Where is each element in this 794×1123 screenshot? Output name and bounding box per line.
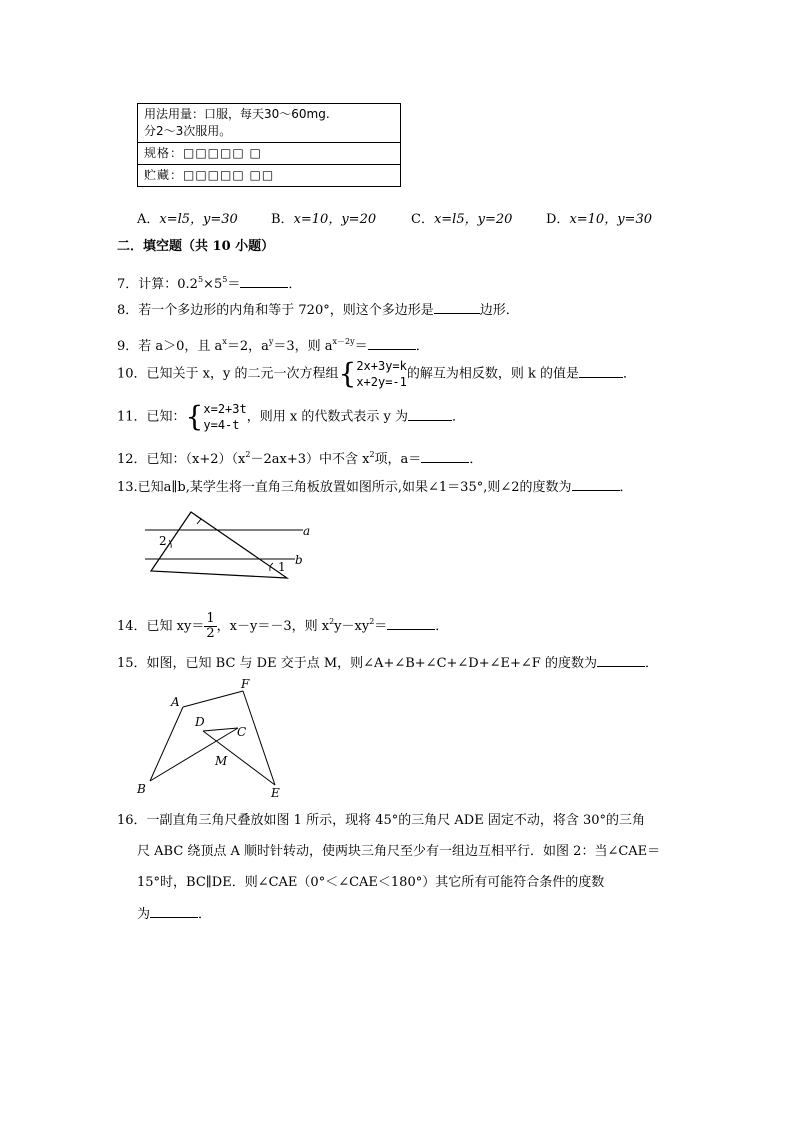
segment-ab [150, 707, 183, 781]
label-angle-2: 2 [159, 534, 167, 548]
question-16-line-2: 尺 ABC 绕顶点 A 顺时针转动，使两块三角尺至少有一组边互相平行．如图 2：当∠CAE＝ [137, 844, 661, 859]
label-angle-1: 1 [278, 560, 286, 574]
figure-13-triangle [135, 505, 325, 580]
usage-text: 用法用量：口服，每天30～60mg. [144, 107, 330, 121]
question-8: 8．若一个多边形的内角和等于 720°，则这个多边形是 边形． [117, 303, 519, 318]
answer-blank [150, 905, 198, 918]
question-14: 14．已知 xy＝ $\frac{1}{2}$ ，x－y＝－3，则 $x^2y-xy^2=$ ． [117, 611, 449, 641]
label-A: A [171, 695, 180, 709]
option-d: D．x=10，y=30 [546, 212, 652, 227]
segment-fe [243, 691, 275, 785]
spec-cell: 规格：□□□□□ □ [138, 143, 401, 165]
segment-af [183, 691, 243, 707]
label-F: F [241, 677, 250, 691]
answer-blank [434, 301, 480, 314]
answer-blank [597, 654, 645, 667]
usage-cell [138, 104, 401, 143]
label-M: M [215, 754, 228, 768]
question-10: 10．已知关于 x，y 的二元一次方程组{ 2x+3y=k x+2y=-1 的解互为相反数，则 k 的值是 ． [117, 357, 637, 390]
answer-blank [240, 275, 288, 288]
answer-blank [408, 408, 452, 421]
usage-text-2: 分2～3次服用。 [144, 124, 232, 138]
option-a: A．x=l5，y=30 [137, 212, 238, 227]
question-16-line-4: 为 ． [137, 907, 212, 922]
storage-cell: 贮藏：□□□□□ □□ [138, 165, 401, 187]
label-a: a [303, 524, 311, 538]
label-C: C [237, 725, 247, 739]
answer-blank [368, 337, 416, 350]
option-b: B．x=10，y=20 [271, 212, 377, 227]
segment-de [203, 731, 275, 785]
label-b: b [295, 553, 303, 567]
label-D: D [195, 715, 205, 729]
answer-blank [421, 450, 469, 463]
question-16-line-3: 15°时，BC∥DE．则∠CAE（0°＜∠CAE＜180°）其它所有可能符合条件的度数 [137, 875, 605, 890]
section-title: 二．填空题（共 10 小题） [117, 239, 275, 254]
question-13: 13.已知a∥b,某学生将一直角三角板放置如图所示,如果∠1＝35°,则∠2的度数为 ． [117, 480, 633, 495]
label-B: B [137, 782, 146, 796]
question-9: 9．若 a＞0，且 $a^x=2$，$a^y=3$，则 $a^{x-2y}=$ ． [117, 337, 429, 354]
question-16-line-1: 16．一副直角三角尺叠放如图 1 所示，现将 45°的三角尺 ADE 固定不动，将含 30°的三角 [117, 813, 645, 828]
answer-blank [579, 365, 623, 378]
question-12: 12．已知：$(x+2)(x^2-2ax+3)$中不含 $x^2$项，a＝ ． [117, 450, 483, 467]
answer-blank [572, 478, 620, 491]
label-E: E [271, 786, 280, 798]
question-11: 11．已知：{ x=2+3t y=4-t ，则用 x 的代数式表示 y 为 ． [117, 400, 465, 433]
medicine-info-table [137, 103, 401, 187]
question-7: 7．计算：$0.2^5\times 5^5=$ ． [117, 275, 302, 292]
option-c: C．x=l5，y=20 [411, 212, 513, 227]
question-15: 15．如图，已知 BC 与 DE 交于点 M，则∠A+∠B+∠C+∠D+∠E+∠F 的度数为 ． [117, 656, 658, 671]
answer-blank [387, 617, 435, 630]
figure-15-star [135, 676, 295, 798]
segment-cd [203, 728, 238, 731]
